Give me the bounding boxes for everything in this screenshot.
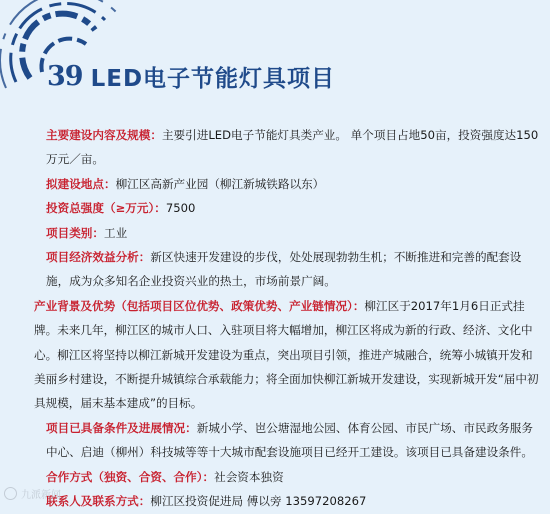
watermark-logo-icon bbox=[4, 487, 17, 500]
location-label: 拟建设地点： bbox=[46, 176, 116, 191]
section-cooperation bbox=[10, 465, 540, 489]
section-location bbox=[10, 172, 540, 196]
benefit-label: 项目经济效益分析： bbox=[46, 250, 151, 265]
section-main-content bbox=[10, 123, 540, 172]
section-investment bbox=[10, 196, 540, 220]
main-content-label: 主要建设内容及规模： bbox=[46, 128, 162, 142]
location-text: 柳江区高新产业园（柳江新城铁路以东） bbox=[115, 176, 325, 191]
conditions-text: 新城小学、岜公塘湿地公园、体育公园、市民广场、市民政务服务中心、启迪（柳州）科技城等等十大城市配套设施项目已经开工建设。该项目已具备建设条件。 bbox=[46, 420, 533, 460]
project-details bbox=[10, 123, 540, 514]
background-text: 柳江区于2017年1月6日正式挂牌。未来几年，柳江区的城市人口、入驻项目将大幅增加，柳江区将成为新的行政、经济、文化中心。柳江区将坚持以柳江新城开发建设为重点，突出项目引领，推进产城融合，统筹小城镇开发和美丽乡村建设，不断提升城镇综合承载能力；将全面加快柳江新城开发建设，实现新城开发“届中初具规模，届末基本建成”的目标。 bbox=[34, 298, 539, 411]
section-benefit bbox=[10, 245, 540, 294]
watermark bbox=[4, 486, 61, 501]
section-background bbox=[10, 294, 540, 416]
title-row bbox=[47, 60, 335, 93]
investment-label: 投资总强度（≥万元）： bbox=[46, 201, 166, 216]
section-category bbox=[10, 221, 540, 245]
contact-label: 联系人及联系方式： bbox=[46, 494, 151, 509]
project-number: 39 bbox=[47, 61, 83, 92]
conditions-label: 项目已具备条件及进展情况： bbox=[46, 420, 197, 435]
section-conditions bbox=[10, 416, 540, 465]
category-text: 工业 bbox=[103, 225, 128, 240]
watermark-text: 九派新闻 bbox=[21, 490, 61, 501]
background-label: 产业背景及优势（包括项目区位优势、政策优势、产业链情况）： bbox=[34, 298, 365, 313]
contact-text: 柳江区投资促进局 傅以旁 13597208267 bbox=[150, 494, 367, 509]
page-title: LED电子节能灯具项目 bbox=[90, 66, 336, 92]
cooperation-text: 社会资本独资 bbox=[214, 469, 284, 484]
main-content-text: 主要引进LED电子节能灯具类产业。 单个项目占地50亩，投资强度达150万元／亩。 bbox=[46, 128, 539, 167]
benefit-text: 新区快速开发建设的步伐，处处展现勃勃生机；不断推进和完善的配套设施，成为众多知名企业投资兴业的热土，市场前景广阔。 bbox=[46, 250, 522, 289]
cooperation-label: 合作方式（独资、合资、合作）： bbox=[46, 469, 215, 484]
section-contact bbox=[10, 489, 540, 513]
investment-text: 7500 bbox=[165, 201, 196, 216]
category-label: 项目类别： bbox=[46, 225, 104, 240]
